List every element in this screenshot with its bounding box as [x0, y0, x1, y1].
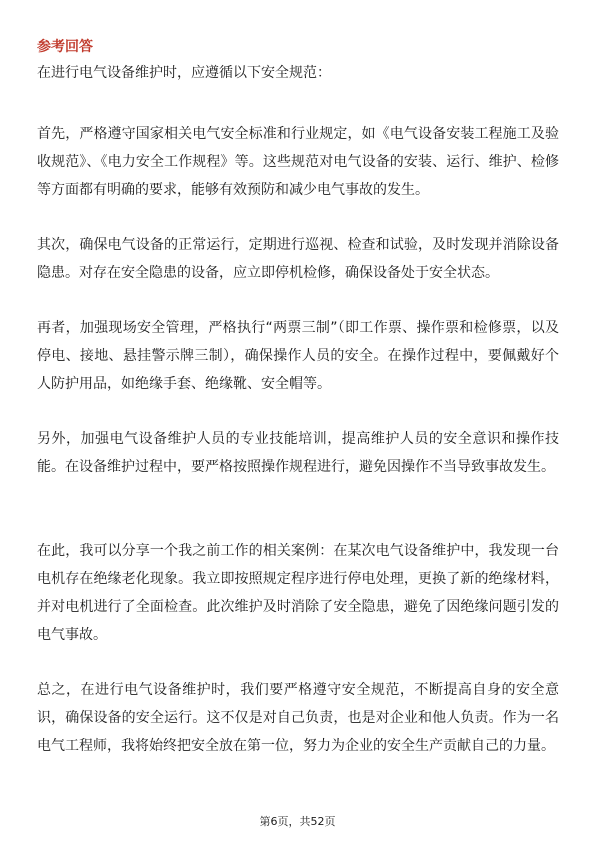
paragraph-2: 其次，确保电气设备的正常运行，定期进行巡视、检查和试验，及时发现并消除设备隐患。对存在安全隐患的设备，应立即停机检修，确保设备处于安全状态。 — [37, 237, 559, 281]
section-heading: 参考回答 — [37, 39, 93, 55]
paragraph-1: 首先，严格遵守国家相关电气安全标准和行业规定，如《电气设备安装工程施工及验收规范》、《电力安全工作规程》等。这些规范对电气设备的安装、运行、维护、检修等方面都有明确的要求，能够有效预防和减少电气事故的发生。 — [37, 126, 559, 198]
intro-text: 在进行电气设备维护时，应遵循以下安全规范： — [37, 65, 331, 81]
paragraph-6: 总之，在进行电气设备维护时，我们要严格遵守安全规范，不断提高自身的安全意识，确保设备的安全运行。这不仅是对自己负责，也是对企业和他人负责。作为一名电气工程师，我将始终把安全放在第一位，努力为企业的安全生产贡献自己的力量。 — [37, 682, 559, 754]
paragraph-4: 另外，加强电气设备维护人员的专业技能培训，提高维护人员的安全意识和操作技能。在设备维护过程中，要严格按照操作规程进行，避免因操作不当导致事故发生。 — [37, 431, 559, 475]
paragraph-3: 再者，加强现场安全管理，严格执行“两票三制”（即工作票、操作票和检修票，以及停电、接地、悬挂警示牌三制），确保操作人员的安全。在操作过程中，要佩戴好个人防护用品，如绝缘手套、绝缘靴、安全帽等。 — [37, 320, 559, 392]
page-number-footer: 第6页，共52页 — [259, 815, 336, 828]
paragraph-5: 在此，我可以分享一个我之前工作的相关案例：在某次电气设备维护中，我发现一台电机存在绝缘老化现象。我立即按照规定程序进行停电处理，更换了新的绝缘材料，并对电机进行了全面检查。此次维护及时消除了安全隐患，避免了因绝缘问题引发的电气事故。 — [37, 543, 559, 643]
